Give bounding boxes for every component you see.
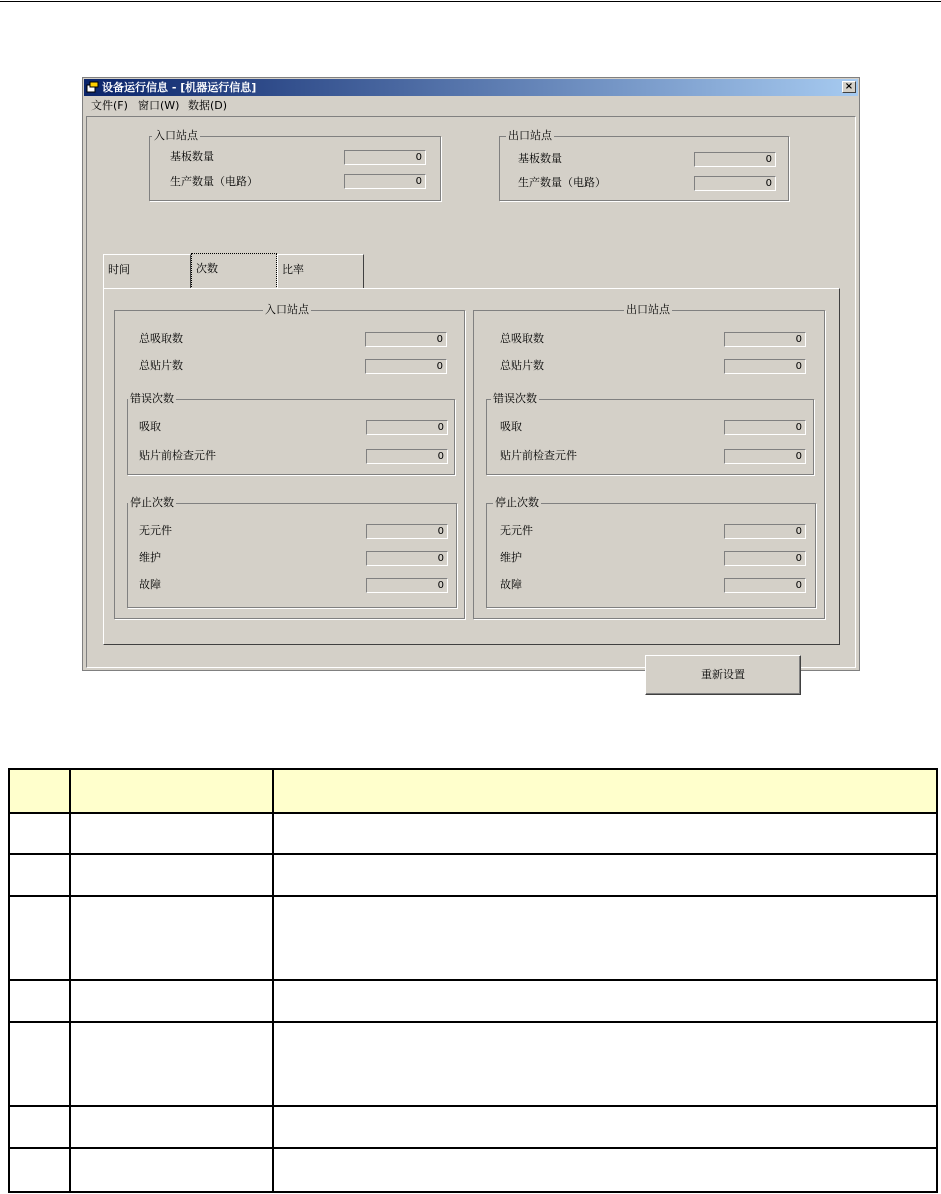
entry-board-count-label: 基板数量 xyxy=(170,150,214,163)
exit-error-check-label: 贴片前检查元件 xyxy=(500,449,577,462)
tab-ratio-label: 比率 xyxy=(282,263,304,276)
page-top-rule xyxy=(0,1,941,2)
table-cell xyxy=(70,854,273,896)
table-cell xyxy=(70,980,273,1022)
exit-production-field: 0 xyxy=(694,176,776,191)
app-icon xyxy=(86,81,99,93)
menu-window[interactable]: 窗口(W) xyxy=(138,99,180,112)
table-header-cell xyxy=(70,769,273,813)
tab-count-label: 次数 xyxy=(196,262,218,275)
table-cell xyxy=(273,1148,937,1192)
exit-stop-no-part-label: 无元件 xyxy=(500,524,533,537)
table-cell xyxy=(70,1022,273,1106)
table-row xyxy=(9,1022,937,1106)
table-row xyxy=(9,813,937,854)
entry-count-caption: 入口站点 xyxy=(265,303,309,316)
table-row xyxy=(9,854,937,896)
table-cell xyxy=(9,854,70,896)
table-header-row xyxy=(9,769,937,813)
table-cell xyxy=(70,1106,273,1148)
table-row xyxy=(9,980,937,1022)
table-header-cell xyxy=(9,769,70,813)
exit-count-group xyxy=(473,303,825,619)
table-cell xyxy=(9,1106,70,1148)
exit-total-pick-field: 0 xyxy=(724,332,806,347)
entry-stop-maintenance-label: 维护 xyxy=(139,551,161,564)
entry-total-pick-field: 0 xyxy=(365,332,447,347)
exit-production-label: 生产数量（电路） xyxy=(518,176,606,189)
machine-info-window xyxy=(82,77,860,681)
exit-stop-no-part-field: 0 xyxy=(724,524,806,539)
entry-error-caption: 错误次数 xyxy=(130,392,174,405)
table-cell xyxy=(70,813,273,854)
exit-stop-group xyxy=(486,496,816,608)
exit-board-count-label: 基板数量 xyxy=(518,152,562,165)
exit-error-group xyxy=(486,392,814,475)
description-table xyxy=(8,768,938,1193)
exit-stop-maintenance-field: 0 xyxy=(724,551,806,566)
exit-error-pick-label: 吸取 xyxy=(500,420,522,433)
exit-station-caption: 出口站点 xyxy=(508,129,552,142)
exit-count-caption: 出口站点 xyxy=(626,303,670,316)
entry-stop-maintenance-field: 0 xyxy=(366,551,448,566)
entry-error-pick-label: 吸取 xyxy=(139,420,161,433)
entry-stop-fault-field: 0 xyxy=(366,578,448,593)
count-tab-panel xyxy=(103,288,840,645)
tab-count[interactable] xyxy=(191,253,277,289)
table-cell xyxy=(273,896,937,980)
tab-ratio[interactable] xyxy=(277,254,364,288)
menu-file[interactable]: 文件(F) xyxy=(91,99,128,112)
exit-error-check-field: 0 xyxy=(724,449,806,464)
entry-stop-group xyxy=(127,496,457,608)
exit-stop-caption: 停止次数 xyxy=(495,496,539,509)
exit-stop-fault-label: 故障 xyxy=(500,578,522,591)
exit-total-mount-field: 0 xyxy=(724,359,806,374)
reset-button[interactable]: 重新设置 xyxy=(645,655,801,695)
entry-stop-no-part-field: 0 xyxy=(366,524,448,539)
table-header-cell xyxy=(273,769,937,813)
entry-station-group xyxy=(149,129,441,201)
entry-stop-no-part-label: 无元件 xyxy=(139,524,172,537)
exit-station-group xyxy=(499,129,789,201)
table-cell xyxy=(273,813,937,854)
table-cell xyxy=(273,1106,937,1148)
menu-data[interactable]: 数据(D) xyxy=(188,99,228,112)
table-row xyxy=(9,1148,937,1192)
entry-error-check-field: 0 xyxy=(366,449,448,464)
table-cell xyxy=(9,980,70,1022)
table-cell xyxy=(9,813,70,854)
table-cell xyxy=(9,1022,70,1106)
entry-stop-fault-label: 故障 xyxy=(139,578,161,591)
exit-total-mount-label: 总贴片数 xyxy=(500,359,544,372)
entry-total-mount-field: 0 xyxy=(365,359,447,374)
entry-board-count-field: 0 xyxy=(344,150,426,165)
entry-stop-caption: 停止次数 xyxy=(130,496,174,509)
entry-count-group xyxy=(114,303,465,619)
title-bar[interactable] xyxy=(84,79,858,96)
client-area xyxy=(86,116,856,681)
exit-error-pick-field: 0 xyxy=(724,420,806,435)
entry-error-group xyxy=(127,392,455,475)
exit-stop-maintenance-label: 维护 xyxy=(500,551,522,564)
exit-board-count-field: 0 xyxy=(694,152,776,167)
entry-total-pick-label: 总吸取数 xyxy=(139,332,183,345)
menu-bar xyxy=(84,97,858,114)
table-cell xyxy=(273,1022,937,1106)
entry-station-caption: 入口站点 xyxy=(154,129,198,142)
entry-production-field: 0 xyxy=(344,174,426,189)
window-title: 设备运行信息 - [机器运行信息] xyxy=(102,81,257,94)
table-cell xyxy=(273,980,937,1022)
tab-time-label: 时间 xyxy=(108,263,130,276)
table-cell xyxy=(9,1148,70,1192)
table-row xyxy=(9,1106,937,1148)
table-cell xyxy=(70,1148,273,1192)
tab-time[interactable] xyxy=(103,254,191,288)
exit-total-pick-label: 总吸取数 xyxy=(500,332,544,345)
table-cell xyxy=(70,896,273,980)
table-cell xyxy=(9,896,70,980)
exit-stop-fault-field: 0 xyxy=(724,578,806,593)
close-button[interactable]: × xyxy=(842,81,856,93)
table-cell xyxy=(273,854,937,896)
entry-error-check-label: 贴片前检查元件 xyxy=(139,449,216,462)
exit-error-caption: 错误次数 xyxy=(493,392,537,405)
entry-production-label: 生产数量（电路） xyxy=(170,175,258,188)
entry-error-pick-field: 0 xyxy=(366,420,448,435)
table-row xyxy=(9,896,937,980)
entry-total-mount-label: 总贴片数 xyxy=(139,359,183,372)
